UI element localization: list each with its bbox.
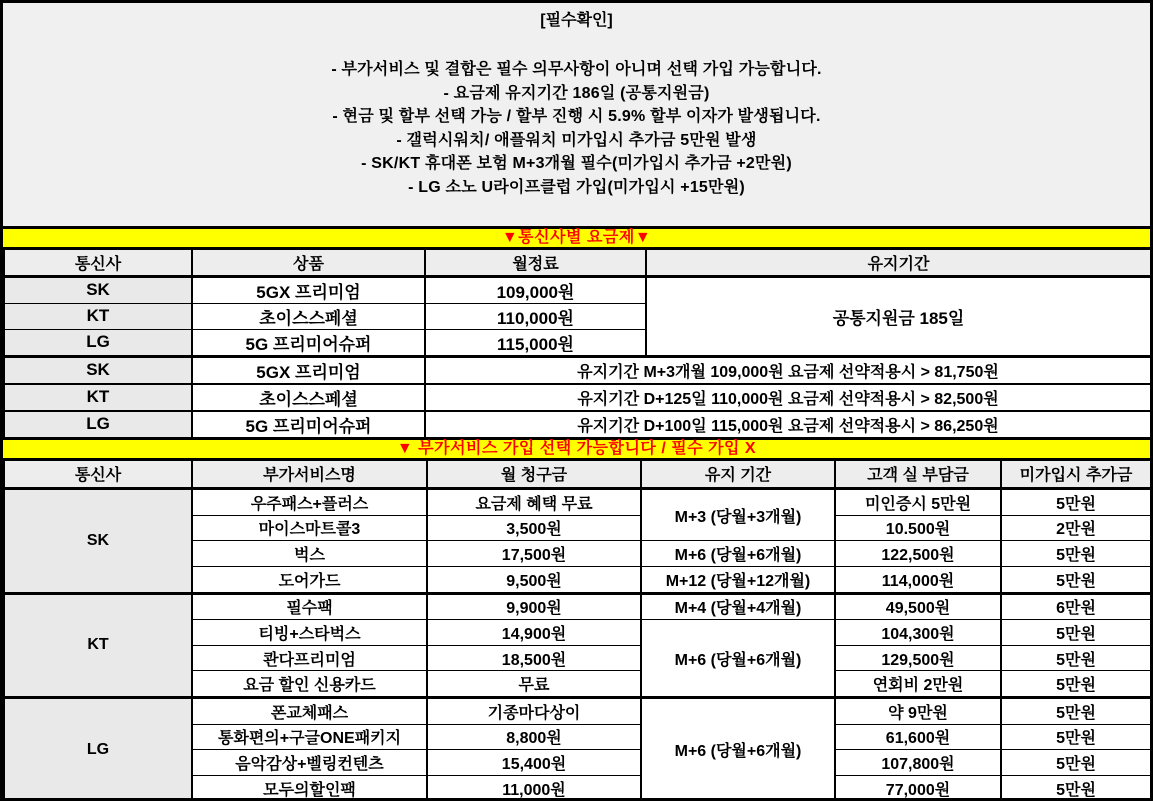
notice-line: - SK/KT 휴대폰 보험 M+3개월 필수(미가입시 추가금 +2만원) (361, 155, 792, 172)
table-row (4, 384, 1151, 411)
customer-cost-cell: 77,000원 (835, 775, 1001, 800)
penalty-cell: 6만원 (1001, 593, 1151, 620)
product-cell: 5G 프리미어슈퍼 (192, 411, 425, 437)
penalty-cell: 5만원 (1001, 489, 1151, 516)
addon-name-cell: 폰교체패스 (192, 698, 427, 725)
addon-name-cell: 마이스마트콜3 (192, 515, 427, 541)
customer-cost-cell: 107,800원 (835, 750, 1001, 776)
carrier-cell: SK (4, 489, 192, 594)
customer-cost-cell: 61,600원 (835, 724, 1001, 750)
notice-line: - LG 소노 U라이프클럽 가입(미가입시 +15만원) (408, 178, 745, 196)
detail-cell: 유지기간 D+100일 115,000원 요금제 선약적용시 > 86,250원 (425, 411, 1151, 437)
carrier-cell: KT (4, 384, 192, 411)
table-header-row (4, 461, 1151, 489)
column-header-monthly-fee: 월정료 (425, 250, 646, 276)
addon-name-cell: 필수팩 (192, 593, 427, 620)
penalty-cell: 5만원 (1001, 645, 1151, 671)
support-note-cell: 공통지원금 185일 (646, 276, 1151, 356)
customer-cost-cell: 10.500원 (835, 515, 1001, 541)
customer-cost-cell: 미인증시 5만원 (835, 489, 1001, 516)
carrier-cell: LG (4, 698, 192, 801)
product-cell: 5GX 프리미엄 (192, 276, 425, 303)
customer-cost-cell: 49,500원 (835, 593, 1001, 620)
penalty-cell: 5만원 (1001, 775, 1151, 800)
customer-cost-cell: 114,000원 (835, 566, 1001, 593)
product-cell: 5G 프리미어슈퍼 (192, 329, 425, 356)
carrier-cell: LG (4, 411, 192, 437)
notice-title: [필수확인] (540, 12, 613, 29)
table-row (4, 411, 1151, 437)
table-row (4, 276, 1151, 303)
addon-name-cell: 요금 할인 신용카드 (192, 671, 427, 698)
customer-cost-cell: 122,500원 (835, 541, 1001, 567)
period-cell: M+12 (당월+12개월) (641, 566, 835, 593)
addon-service-table (3, 461, 1152, 801)
addon-name-cell: 도어가드 (192, 566, 427, 593)
penalty-cell: 5만원 (1001, 698, 1151, 725)
penalty-cell: 5만원 (1001, 620, 1151, 646)
fee-cell: 기종마다상이 (427, 698, 641, 725)
column-header-maintain-period: 유지 기간 (641, 461, 835, 489)
fee-cell: 요금제 혜택 무료 (427, 489, 641, 516)
product-cell: 5GX 프리미엄 (192, 356, 425, 384)
penalty-cell: 5만원 (1001, 671, 1151, 698)
period-cell: M+4 (당월+4개월) (641, 593, 835, 620)
price-cell: 109,000원 (425, 276, 646, 303)
column-header-penalty: 미가입시 추가금 (1001, 461, 1151, 489)
table-header-row (4, 250, 1151, 276)
addon-name-cell: 벅스 (192, 541, 427, 567)
fee-cell: 9,900원 (427, 593, 641, 620)
table-row (4, 489, 1151, 516)
penalty-cell: 2만원 (1001, 515, 1151, 541)
notice-lines (3, 58, 1150, 199)
period-cell: M+6 (당월+6개월) (641, 698, 835, 801)
addon-banner: ▼ 부가서비스 가입 선택 가능합니다 / 필수 가입 X (3, 437, 1150, 461)
fee-cell: 3,500원 (427, 515, 641, 541)
carrier-cell: KT (4, 593, 192, 698)
addon-name-cell: 모두의할인팩 (192, 775, 427, 800)
detail-cell: 유지기간 D+125일 110,000원 요금제 선약적용시 > 82,500원 (425, 384, 1151, 411)
carrier-cell: SK (4, 276, 192, 303)
customer-cost-cell: 129,500원 (835, 645, 1001, 671)
addon-name-cell: 통화편의+구글ONE패키지 (192, 724, 427, 750)
period-cell: M+3 (당월+3개월) (641, 489, 835, 541)
notice-line: - 부가서비스 및 결합은 필수 의무사항이 아니며 선택 가입 가능합니다. (331, 61, 822, 78)
customer-cost-cell: 연회비 2만원 (835, 671, 1001, 698)
column-header-carrier: 통신사 (4, 461, 192, 489)
carrier-cell: KT (4, 303, 192, 329)
column-header-product: 상품 (192, 250, 425, 276)
column-header-customer-cost: 고객 실 부담금 (835, 461, 1001, 489)
addon-name-cell: 티빙+스타벅스 (192, 620, 427, 646)
penalty-cell: 5만원 (1001, 724, 1151, 750)
penalty-cell: 5만원 (1001, 566, 1151, 593)
notice-section (3, 3, 1150, 226)
rate-plan-banner: ▼통신사별 요금제▼ (3, 226, 1150, 250)
period-cell: M+6 (당월+6개월) (641, 541, 835, 567)
carrier-rate-table (3, 250, 1152, 437)
fee-cell: 무료 (427, 671, 641, 698)
price-cell: 110,000원 (425, 303, 646, 329)
customer-cost-cell: 104,300원 (835, 620, 1001, 646)
notice-line: - 갤럭시워치/ 애플워치 미가입시 추가금 5만원 발생 (396, 131, 757, 149)
price-cell: 115,000원 (425, 329, 646, 356)
table-row (4, 698, 1151, 725)
column-header-monthly-charge: 월 청구금 (427, 461, 641, 489)
customer-cost-cell: 약 9만원 (835, 698, 1001, 725)
addon-name-cell: 콴다프리미엄 (192, 645, 427, 671)
carrier-cell: SK (4, 356, 192, 384)
table-row (4, 593, 1151, 620)
table-row (4, 356, 1151, 384)
addon-name-cell: 음악감상+벨링컨텐츠 (192, 750, 427, 776)
detail-cell: 유지기간 M+3개월 109,000원 요금제 선약적용시 > 81,750원 (425, 356, 1151, 384)
fee-cell: 15,400원 (427, 750, 641, 776)
column-header-carrier: 통신사 (4, 250, 192, 276)
penalty-cell: 5만원 (1001, 541, 1151, 567)
column-header-addon-name: 부가서비스명 (192, 461, 427, 489)
period-cell: M+6 (당월+6개월) (641, 620, 835, 698)
penalty-cell: 5만원 (1001, 750, 1151, 776)
fee-cell: 8,800원 (427, 724, 641, 750)
fee-cell: 14,900원 (427, 620, 641, 646)
fee-cell: 18,500원 (427, 645, 641, 671)
notice-line: - 현금 및 할부 선택 가능 / 할부 진행 시 5.9% 할부 이자가 발생됩니다. (332, 108, 821, 125)
column-header-maintain-period: 유지기간 (646, 250, 1151, 276)
notice-line: - 요금제 유지기간 186일 (공통지원금) (443, 84, 710, 102)
product-cell: 초이스스페셜 (192, 384, 425, 411)
carrier-cell: LG (4, 329, 192, 356)
fee-cell: 9,500원 (427, 566, 641, 593)
addon-name-cell: 우주패스+플러스 (192, 489, 427, 516)
fee-cell: 17,500원 (427, 541, 641, 567)
fee-cell: 11,000원 (427, 775, 641, 800)
product-cell: 초이스스페셜 (192, 303, 425, 329)
